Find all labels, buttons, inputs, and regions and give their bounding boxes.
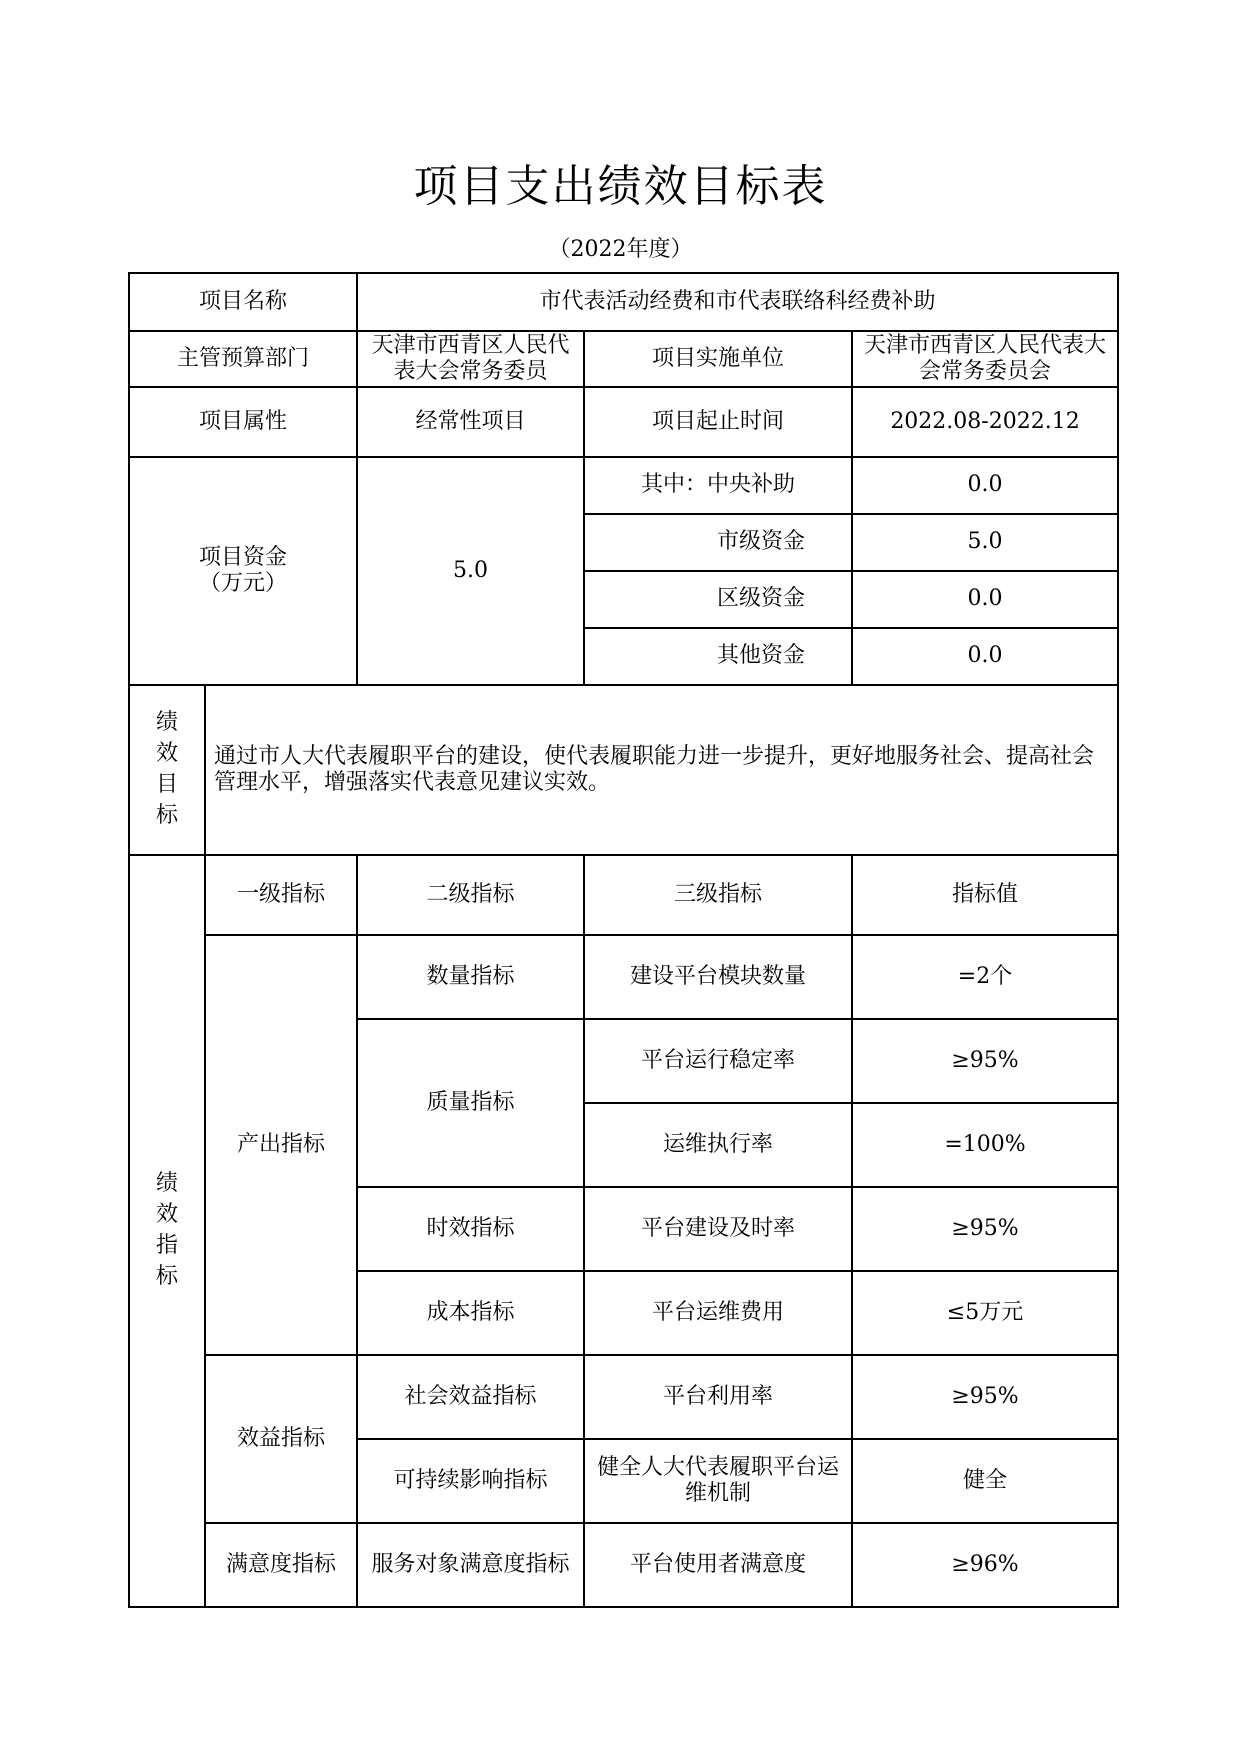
quantity-indicator: 数量指标 (357, 935, 584, 1019)
unit-value: 天津市西青区人民代表大会常务委员会 (852, 331, 1118, 387)
output-indicator: 产出指标 (205, 935, 357, 1355)
indicator-name: 健全人大代表履职平台运维机制 (584, 1439, 852, 1523)
table-row (129, 935, 1118, 1019)
goal-text: 通过市人大代表履职平台的建设，使代表履职能力进一步提升，更好地服务社会、提高社会管理水平，增强落实代表意见建议实效。 (205, 685, 1118, 855)
period-value: 2022.08-2022.12 (852, 387, 1118, 457)
indicators-label: 绩效指标 (129, 855, 205, 1607)
funds-total: 5.0 (357, 457, 584, 685)
funds-central-value: 0.0 (852, 457, 1118, 514)
attr-value: 经常性项目 (357, 387, 584, 457)
funds-city-value: 5.0 (852, 514, 1118, 571)
satisfaction-indicator: 满意度指标 (205, 1523, 357, 1607)
header-level1: 一级指标 (205, 855, 357, 935)
funds-label-line1: 项目资金 (199, 544, 288, 570)
indicator-name: 平台运行稳定率 (584, 1019, 852, 1103)
timeliness-indicator: 时效指标 (357, 1187, 584, 1271)
indicator-value: ≥95% (852, 1019, 1118, 1103)
table-row (129, 331, 1118, 387)
cost-indicator: 成本指标 (357, 1271, 584, 1355)
indicator-value: ≥95% (852, 1355, 1118, 1439)
table-row (129, 457, 1118, 514)
project-name-label: 项目名称 (129, 273, 357, 331)
social-benefit-indicator: 社会效益指标 (357, 1355, 584, 1439)
indicator-value: ≤5万元 (852, 1271, 1118, 1355)
indicator-name: 运维执行率 (584, 1103, 852, 1187)
header-level2: 二级指标 (357, 855, 584, 935)
indicator-name: 平台使用者满意度 (584, 1523, 852, 1607)
table-row (129, 273, 1118, 331)
funds-district-value: 0.0 (852, 571, 1118, 628)
indicator-name: 平台运维费用 (584, 1271, 852, 1355)
service-satisfaction-indicator: 服务对象满意度指标 (357, 1523, 584, 1607)
header-value: 指标值 (852, 855, 1118, 935)
table-row (129, 685, 1118, 855)
indicator-name: 平台利用率 (584, 1355, 852, 1439)
indicator-value: =100% (852, 1103, 1118, 1187)
table-row (129, 1523, 1118, 1607)
goal-label: 绩效目标 (129, 685, 205, 855)
funds-central-label: 其中：中央补助 (584, 457, 852, 514)
page-subtitle: （2022年度） (548, 237, 693, 262)
indicator-value: ≥96% (852, 1523, 1118, 1607)
sustainable-indicator: 可持续影响指标 (357, 1439, 584, 1523)
performance-table (128, 272, 1119, 1608)
funds-other-label: 其他资金 (584, 628, 852, 685)
unit-label: 项目实施单位 (584, 331, 852, 387)
project-name-value: 市代表活动经费和市代表联络科经费补助 (357, 273, 1118, 331)
funds-city-label: 市级资金 (584, 514, 852, 571)
dept-value: 天津市西青区人民代表大会常务委员 (357, 331, 584, 387)
header-level3: 三级指标 (584, 855, 852, 935)
funds-label (129, 457, 357, 685)
table-row (129, 387, 1118, 457)
funds-district-label: 区级资金 (584, 571, 852, 628)
funds-label-line2: （万元） (199, 571, 288, 596)
indicator-name: 建设平台模块数量 (584, 935, 852, 1019)
table-row (129, 1355, 1118, 1439)
indicator-value: 健全 (852, 1439, 1118, 1523)
indicator-value: =2个 (852, 935, 1118, 1019)
indicator-name: 平台建设及时率 (584, 1187, 852, 1271)
period-label: 项目起止时间 (584, 387, 852, 457)
funds-other-value: 0.0 (852, 628, 1118, 685)
attr-label: 项目属性 (129, 387, 357, 457)
quality-indicator: 质量指标 (357, 1019, 584, 1187)
page-title: 项目支出绩效目标表 (413, 161, 828, 212)
table-row (129, 855, 1118, 935)
indicator-value: ≥95% (852, 1187, 1118, 1271)
dept-label: 主管预算部门 (129, 331, 357, 387)
benefit-indicator: 效益指标 (205, 1355, 357, 1523)
